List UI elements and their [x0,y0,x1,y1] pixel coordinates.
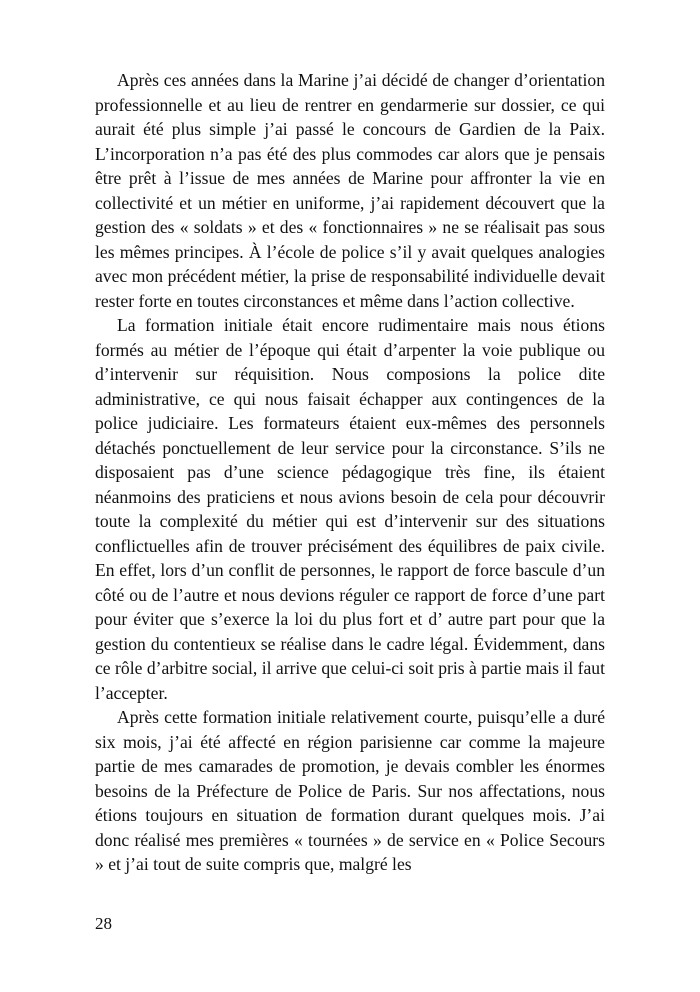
page-number: 28 [95,914,112,933]
paragraph-3: Après cette formation initiale relativement courte, puisqu’elle a duré six mois, j’ai été affecté en région parisienne car comme la majeure partie de mes camarades de promotion, je devais combler les énormes besoins de la Préfecture de Police de Paris. Sur nos affectations, nous étions toujours en situation de formation durant quelques mois. J’ai donc réalisé mes premières « tournées » de service en « Police Secours » et j’ai tout de suite compris que, malgré les [95,707,605,874]
paragraph-1: Après ces années dans la Marine j’ai décidé de changer d’orientation professionnelle et au lieu de rentrer en gendarmerie sur dossier, ce qui aurait été plus simple j’ai passé le concours de Gardien de la Paix. L’incorporation n’a pas été des plus commodes car alors que je pensais être prêt à l’issue de mes années de Marine pour affronter la vie en collectivité et un métier en uniforme, j’ai rapidement découvert que la gestion des « soldats » et des « fonctionnaires » ne se réalisait pas sous les mêmes principes. À l’école de police s’il y avait quelques analogies avec mon précédent métier, la prise de responsabilité individuelle devait rester forte en toutes circonstances et même dans l’action collective. [95,70,605,311]
paragraph-2: La formation initiale était encore rudimentaire mais nous étions formés au métier de l’époque qui était d’arpenter la voie publique ou d’intervenir sur réquisition. Nous composions la police dite administrative, ce qui nous faisait échapper aux contingences de la police judiciaire. Les formateurs étaient eux-mêmes des personnels détachés ponctuellement de leur service pour la circonstance. S’ils ne disposaient pas d’une science pédagogique très fine, ils étaient néanmoins des praticiens et nous avions besoin de cela pour découvrir toute la complexité du métier qui est d’intervenir sur des situations conflictuelles afin de trouver précisément des équilibres de paix civile. En effet, lors d’un conflit de personnes, le rapport de force bascule d’un côté ou de l’autre et nous devions réguler ce rapport de force d’une part pour éviter que s’exerce la loi du plus fort et d’ autre part pour que la gestion du contentieux se réalise dans le cadre légal. Évidemment, dans ce rôle d’arbitre social, il arrive que celui-ci soit pris à partie mais il faut l’accepter. [95,315,605,703]
body-text [95,68,605,877]
